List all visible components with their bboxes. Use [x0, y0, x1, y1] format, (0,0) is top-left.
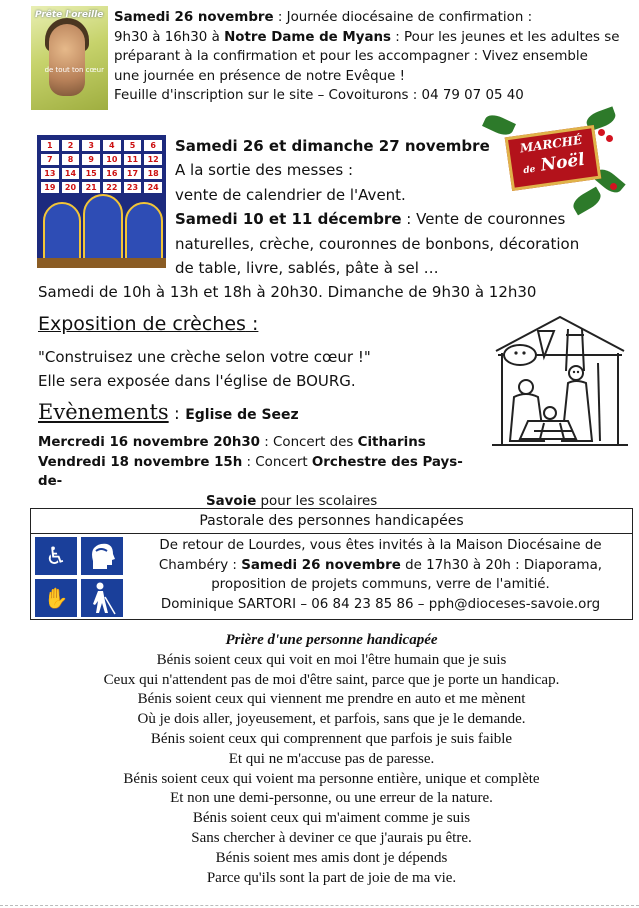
confirmation-line-1 [114, 8, 634, 28]
advent-line-6: de table, livre, sablés, pâte à sel … [175, 259, 439, 278]
advent-section [175, 134, 580, 280]
poem [30, 631, 633, 888]
sign-text-de: de [522, 164, 537, 177]
poem-title: Prière d'une personne handicapée [225, 632, 438, 648]
confirmation-place: Notre Dame de Myans [224, 29, 391, 45]
exposition-text [38, 345, 371, 393]
event-1-performer: Citharins [357, 435, 426, 450]
poem-line: Où je dois aller, joyeusement, et parfois, sans que je le demande. [137, 711, 526, 728]
handicap-header: Pastorale des personnes handicapées [31, 509, 632, 534]
calendar-floor [37, 258, 166, 268]
bottom-rule [0, 905, 639, 907]
calendar-day: 5 [124, 140, 142, 151]
events-title [38, 400, 299, 424]
advent-calendar-grid [41, 140, 162, 193]
advent-line-4 [175, 207, 595, 231]
holly-berry [606, 135, 613, 142]
calendar-day: 24 [144, 182, 162, 193]
calendar-day: 7 [41, 154, 59, 165]
calendar-day: 2 [62, 140, 80, 151]
event-1-text: : Concert des [260, 435, 358, 450]
events-place: Eglise de Seez [185, 407, 299, 423]
sign-language-icon: ✋ [35, 579, 77, 617]
exposition-title-colon: : [245, 313, 259, 335]
handicap-date: Samedi 26 novembre [241, 557, 401, 573]
confirmation-line-2 [114, 28, 634, 48]
illustration-caption-2: de tout ton cœur [44, 66, 104, 74]
exposition-line-1: "Construisez une crèche selon votre cœur !" [38, 348, 371, 366]
calendar-day: 23 [124, 182, 142, 193]
advent-calendar-image [37, 135, 166, 268]
exposition-title-text: Exposition de crèches [38, 313, 246, 335]
advent-hours: Samedi de 10h à 13h et 18h à 20h30. Dimanche de 9h30 à 12h30 [38, 283, 537, 301]
december-date: Samedi 10 et 11 décembre [175, 210, 402, 229]
calendar-day: 3 [82, 140, 100, 151]
handicap-text [131, 536, 630, 614]
handicap-line-1: De retour de Lourdes, vous êtes invités à la Maison Diocésaine de [159, 538, 602, 553]
handicap-line-2 [131, 556, 630, 576]
calendar-day: 16 [103, 168, 121, 179]
handicap-line-3: proposition de projets communs, verre de l'amitié. [211, 577, 550, 592]
calendar-day: 14 [62, 168, 80, 179]
calendar-day: 19 [41, 182, 59, 193]
calendar-day: 22 [103, 182, 121, 193]
calendar-day: 21 [82, 182, 100, 193]
poem-line: Bénis soient ceux qui viennent me prendre en auto et me mènent [137, 691, 526, 708]
holly-berry [610, 183, 617, 190]
confirmation-line-3: préparant à la confirmation et pour les accompagner : Vivez ensemble [114, 49, 588, 65]
handicap-box [30, 508, 633, 620]
event-2-audience: pour les scolaires [256, 493, 378, 509]
events-heading: Evènements [38, 400, 169, 424]
poem-line: Bénis soient ceux qui comprennent que parfois je suis faible [150, 730, 513, 747]
confirmation-title: : Journée diocésaine de confirmation : [273, 10, 533, 25]
confirmation-date: Samedi 26 novembre [114, 10, 274, 25]
calendar-day: 8 [62, 154, 80, 165]
event-2-performer-cont: Savoie [206, 493, 257, 509]
calendar-day: 20 [62, 182, 80, 193]
poem-line: Et qui ne m'accuse pas de paresse. [228, 750, 435, 767]
handicap-line-2-rest: de 17h30 à 20h : Diaporama, [400, 557, 603, 573]
sign-text-marche: MARCHÉ [519, 132, 584, 156]
events-colon: : [168, 404, 186, 424]
calendar-day: 6 [144, 140, 162, 151]
confirmation-section [114, 8, 634, 106]
advent-line-2: A la sortie des messes : [175, 161, 354, 180]
holly-berry [598, 129, 605, 136]
exposition-title [38, 313, 258, 335]
event-2-text: : Concert [242, 454, 312, 470]
advent-title: Samedi 26 et dimanche 27 novembre [175, 137, 490, 155]
poem-line: Bénis soient mes amis dont je dépends [215, 849, 448, 866]
calendar-day: 12 [144, 154, 162, 165]
advent-line-3: vente de calendrier de l'Avent. [175, 185, 406, 204]
poem-line: Parce qu'ils sont la part de joie de ma vie. [206, 869, 457, 886]
event-1-date: Mercredi 16 novembre 20h30 [38, 435, 260, 450]
confirmation-illustration [31, 6, 108, 110]
poem-line: Bénis soient ceux qui voient ma personne entière, unique et complète [123, 770, 540, 787]
confirmation-line-5: Feuille d'inscription sur le site – Covoiturons : 04 79 07 05 40 [114, 88, 524, 104]
head-icon [81, 537, 123, 575]
handicap-line-2-start: Chambéry : [158, 557, 242, 573]
handicap-contact: Dominique SARTORI – 06 84 23 85 86 – pph@dioceses-savoie.org [160, 596, 601, 612]
december-text: : Vente de couronnes [401, 210, 566, 229]
confirmation-time: 9h30 à 16h30 à [114, 29, 225, 45]
calendar-day: 11 [124, 154, 142, 165]
event-2-date: Vendredi 18 novembre 15h [38, 454, 243, 470]
sign-text-noel-word: Noël [539, 149, 586, 176]
poem-line: Bénis soient ceux qui voit en moi l'être humain que je suis [156, 651, 507, 668]
poem-line: Ceux qui n'attendent pas de moi d'être saint, parce que je porte un handicap. [103, 671, 560, 688]
calendar-day: 18 [144, 168, 162, 179]
blind-person-icon [81, 579, 123, 617]
calendar-day: 9 [82, 154, 100, 165]
exposition-line-2: Elle sera exposée dans l'église de BOURG. [38, 372, 356, 390]
creche-illustration [488, 313, 632, 453]
calendar-arch-middle [83, 194, 123, 268]
events-list [38, 433, 478, 511]
calendar-day: 10 [103, 154, 121, 165]
calendar-day: 1 [41, 140, 59, 151]
poem-line: Bénis soient ceux qui m'aiment comme je suis [192, 810, 471, 827]
event-item-2 [38, 453, 478, 492]
confirmation-text-a: : Pour les jeunes et les adultes se [391, 29, 620, 45]
calendar-day: 15 [82, 168, 100, 179]
creche-drawing [488, 313, 632, 453]
wheelchair-icon: ♿ [35, 537, 77, 575]
face-shape [49, 24, 85, 96]
handicap-icons [35, 537, 127, 617]
calendar-day: 4 [103, 140, 121, 151]
event-2-performer: Orchestre des Pays-de- [38, 454, 463, 490]
poem-line: Et non une demi-personne, ou une erreur de la nature. [170, 790, 493, 807]
event-item-1 [38, 433, 478, 453]
confirmation-line-4: une journée en présence de notre Evêque ! [114, 68, 405, 84]
calendar-day: 13 [41, 168, 59, 179]
illustration-caption: Prête l'oreille [35, 10, 104, 20]
advent-line-5: naturelles, crèche, couronnes de bonbons, décoration [175, 234, 580, 253]
calendar-day: 17 [124, 168, 142, 179]
poem-line: Sans chercher à deviner ce que j'aurais pu être. [191, 829, 472, 846]
